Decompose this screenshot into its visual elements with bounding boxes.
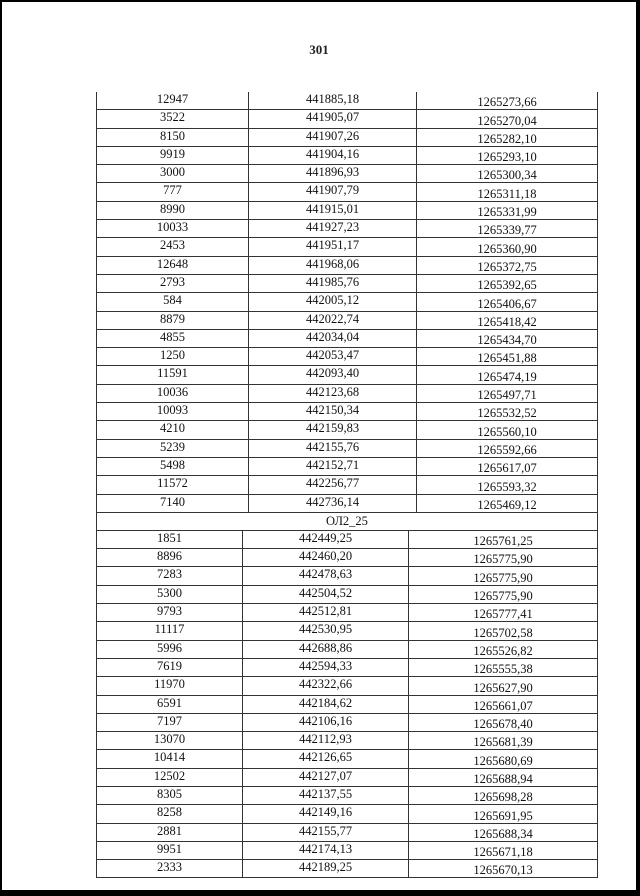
- point-number-cell: 12947: [97, 92, 249, 109]
- table-row: [97, 129, 597, 147]
- x-coordinate-cell: 442053,47: [249, 348, 417, 365]
- x-coordinate-cell: 441927,23: [249, 220, 417, 237]
- section-title-row: ОЛ2_25: [97, 513, 597, 531]
- table-row: [97, 495, 597, 513]
- table-row: [97, 458, 597, 476]
- y-coordinate-cell: 1265698,28: [473, 790, 533, 805]
- point-number-cell: 777: [97, 183, 249, 200]
- table-row: [97, 732, 597, 750]
- point-number-cell: 7197: [97, 714, 243, 731]
- point-number-cell: 10414: [97, 750, 243, 767]
- y-coordinate-cell: 1265680,69: [473, 753, 533, 768]
- y-coordinate-cell: 1265775,90: [473, 589, 533, 604]
- y-coordinate-cell: 1265474,19: [477, 369, 537, 384]
- y-coordinate-cell: 1265331,99: [477, 205, 537, 220]
- table-row: [97, 622, 597, 640]
- table-row: [97, 348, 597, 366]
- point-number-cell: 2793: [97, 275, 249, 292]
- table-row: [97, 238, 597, 256]
- point-number-cell: 4210: [97, 421, 249, 438]
- table-row: [97, 312, 597, 330]
- x-coordinate-cell: 442688,86: [243, 641, 409, 658]
- table-row: [97, 257, 597, 275]
- point-number-cell: 8879: [97, 312, 249, 329]
- page-number: 301: [309, 42, 329, 57]
- point-number-cell: 8896: [97, 549, 243, 566]
- x-coordinate-cell: 442184,62: [243, 696, 409, 713]
- point-number-cell: 12648: [97, 257, 249, 274]
- y-coordinate-cell: 1265617,07: [477, 461, 537, 476]
- x-coordinate-cell: 442152,71: [249, 458, 417, 475]
- table-row: [97, 476, 597, 494]
- point-number-cell: 5239: [97, 440, 249, 457]
- x-coordinate-cell: 441896,93: [249, 165, 417, 182]
- x-coordinate-cell: 441905,07: [249, 110, 417, 127]
- y-coordinate-cell: 1265300,34: [477, 168, 537, 183]
- table-row: [97, 549, 597, 567]
- table-row: [97, 220, 597, 238]
- x-coordinate-cell: 442123,68: [249, 385, 417, 402]
- y-coordinate-cell: 1265360,90: [477, 241, 537, 256]
- point-number-cell: 10093: [97, 403, 249, 420]
- y-coordinate-cell: 1265775,90: [473, 570, 533, 585]
- x-coordinate-cell: 442322,66: [243, 677, 409, 694]
- point-number-cell: 10036: [97, 385, 249, 402]
- x-coordinate-cell: 442530,95: [243, 622, 409, 639]
- point-number-cell: 8258: [97, 805, 243, 822]
- table-row: [97, 147, 597, 165]
- point-number-cell: 3000: [97, 165, 249, 182]
- table-row: [97, 385, 597, 403]
- point-number-cell: 11591: [97, 366, 249, 383]
- table-row: [97, 293, 597, 311]
- point-number-cell: 11970: [97, 677, 243, 694]
- y-coordinate-cell: 1265691,95: [473, 808, 533, 823]
- y-coordinate-cell: 1265339,77: [477, 223, 537, 238]
- x-coordinate-cell: 442005,12: [249, 293, 417, 310]
- x-coordinate-cell: 442093,40: [249, 366, 417, 383]
- table-row: [97, 750, 597, 768]
- y-coordinate-cell: 1265293,10: [477, 150, 537, 165]
- x-coordinate-cell: 441907,26: [249, 129, 417, 146]
- y-coordinate-cell: 1265273,66: [477, 95, 537, 110]
- point-number-cell: 1851: [97, 531, 243, 548]
- y-coordinate-cell: 1265311,18: [477, 186, 537, 201]
- x-coordinate-cell: 441907,79: [249, 183, 417, 200]
- x-coordinate-cell: 442149,16: [243, 805, 409, 822]
- y-coordinate-cell: 1265418,42: [477, 314, 537, 329]
- table-row: [97, 604, 597, 622]
- x-coordinate-cell: 442594,33: [243, 659, 409, 676]
- point-number-cell: 10033: [97, 220, 249, 237]
- point-number-cell: 8305: [97, 787, 243, 804]
- x-coordinate-cell: 442189,25: [243, 860, 409, 877]
- point-number-cell: 7283: [97, 567, 243, 584]
- x-coordinate-cell: 441951,17: [249, 238, 417, 255]
- x-coordinate-cell: 441885,18: [249, 92, 417, 109]
- y-coordinate-cell: 1265761,25: [473, 534, 533, 549]
- y-coordinate-cell: 1265497,71: [477, 388, 537, 403]
- table-row: [97, 567, 597, 585]
- table-row: [97, 769, 597, 787]
- y-coordinate-cell: 1265681,39: [473, 735, 533, 750]
- point-number-cell: 2453: [97, 238, 249, 255]
- table-row: [97, 92, 597, 110]
- table-row: [97, 531, 597, 549]
- point-number-cell: 5996: [97, 641, 243, 658]
- table-row: [97, 421, 597, 439]
- point-number-cell: 8990: [97, 202, 249, 219]
- table-row: [97, 860, 597, 878]
- x-coordinate-cell: 442126,65: [243, 750, 409, 767]
- point-number-cell: 9793: [97, 604, 243, 621]
- point-number-cell: 5300: [97, 586, 243, 603]
- point-number-cell: 13070: [97, 732, 243, 749]
- table-row: [97, 165, 597, 183]
- y-coordinate-cell: 1265775,90: [473, 552, 533, 567]
- table-row: [97, 202, 597, 220]
- y-coordinate-cell: 1265777,41: [473, 607, 533, 622]
- point-number-cell: 11117: [97, 622, 243, 639]
- table-row: [97, 403, 597, 421]
- y-coordinate-cell: 1265627,90: [473, 680, 533, 695]
- table-row: [97, 696, 597, 714]
- x-coordinate-cell: 441968,06: [249, 257, 417, 274]
- y-coordinate-cell: 1265469,12: [477, 497, 537, 512]
- x-coordinate-cell: 442155,77: [243, 824, 409, 841]
- point-number-cell: 11572: [97, 476, 249, 493]
- y-coordinate-cell: 1265270,04: [477, 113, 537, 128]
- table-row: [97, 440, 597, 458]
- y-coordinate-cell: 1265555,38: [473, 662, 533, 677]
- x-coordinate-cell: 442112,93: [243, 732, 409, 749]
- coordinates-table: [96, 92, 598, 878]
- table-row: [97, 275, 597, 293]
- y-coordinate-cell: 1265406,67: [477, 296, 537, 311]
- y-coordinate-cell: 1265661,07: [473, 698, 533, 713]
- y-coordinate-cell: 1265678,40: [473, 717, 533, 732]
- y-coordinate-cell: 1265592,66: [477, 442, 537, 457]
- point-number-cell: 12502: [97, 769, 243, 786]
- y-coordinate-cell: 1265702,58: [473, 625, 533, 640]
- point-number-cell: 5498: [97, 458, 249, 475]
- y-coordinate-cell: 1265560,10: [477, 424, 537, 439]
- coordinates-table-part-2: [97, 531, 597, 879]
- point-number-cell: 4855: [97, 330, 249, 347]
- y-coordinate-cell: 1265451,88: [477, 351, 537, 366]
- y-coordinate-cell: 1265671,18: [473, 845, 533, 860]
- x-coordinate-cell: 442256,77: [249, 476, 417, 493]
- point-number-cell: 6591: [97, 696, 243, 713]
- x-coordinate-cell: 442155,76: [249, 440, 417, 457]
- table-row: [97, 330, 597, 348]
- table-row: [97, 805, 597, 823]
- x-coordinate-cell: 442137,55: [243, 787, 409, 804]
- point-number-cell: 3522: [97, 110, 249, 127]
- point-number-cell: 2881: [97, 824, 243, 841]
- coordinates-table-part-1: [97, 92, 597, 513]
- point-number-cell: 8150: [97, 129, 249, 146]
- x-coordinate-cell: 442736,14: [249, 495, 417, 512]
- y-coordinate-cell: 1265532,52: [477, 406, 537, 421]
- table-row: [97, 641, 597, 659]
- document-page: [2, 2, 636, 890]
- table-row: [97, 183, 597, 201]
- x-coordinate-cell: 442106,16: [243, 714, 409, 731]
- table-row: [97, 824, 597, 842]
- x-coordinate-cell: 442150,34: [249, 403, 417, 420]
- table-row: [97, 677, 597, 695]
- table-row: [97, 366, 597, 384]
- point-number-cell: 9951: [97, 842, 243, 859]
- point-number-cell: 9919: [97, 147, 249, 164]
- point-number-cell: 7140: [97, 495, 249, 512]
- x-coordinate-cell: 442127,07: [243, 769, 409, 786]
- x-coordinate-cell: 442512,81: [243, 604, 409, 621]
- y-coordinate-cell: 1265434,70: [477, 333, 537, 348]
- x-coordinate-cell: 441904,16: [249, 147, 417, 164]
- y-coordinate-cell: 1265688,94: [473, 771, 533, 786]
- y-coordinate-cell: 1265372,75: [477, 259, 537, 274]
- table-row: [97, 659, 597, 677]
- y-coordinate-cell: 1265282,10: [477, 131, 537, 146]
- point-number-cell: 2333: [97, 860, 243, 877]
- x-coordinate-cell: 441985,76: [249, 275, 417, 292]
- table-row: [97, 714, 597, 732]
- y-coordinate-cell: 1265688,34: [473, 826, 533, 841]
- x-coordinate-cell: 441915,01: [249, 202, 417, 219]
- y-coordinate-cell: 1265526,82: [473, 643, 533, 658]
- y-coordinate-cell: 1265593,32: [477, 479, 537, 494]
- point-number-cell: 584: [97, 293, 249, 310]
- x-coordinate-cell: 442504,52: [243, 586, 409, 603]
- table-row: [97, 842, 597, 860]
- x-coordinate-cell: 442174,13: [243, 842, 409, 859]
- x-coordinate-cell: 442022,74: [249, 312, 417, 329]
- x-coordinate-cell: 442034,04: [249, 330, 417, 347]
- table-row: [97, 110, 597, 128]
- y-coordinate-cell: 1265392,65: [477, 278, 537, 293]
- x-coordinate-cell: 442460,20: [243, 549, 409, 566]
- y-coordinate-cell: 1265670,13: [473, 863, 533, 878]
- table-row: [97, 586, 597, 604]
- x-coordinate-cell: 442478,63: [243, 567, 409, 584]
- x-coordinate-cell: 442449,25: [243, 531, 409, 548]
- x-coordinate-cell: 442159,83: [249, 421, 417, 438]
- table-row: [97, 787, 597, 805]
- point-number-cell: 7619: [97, 659, 243, 676]
- point-number-cell: 1250: [97, 348, 249, 365]
